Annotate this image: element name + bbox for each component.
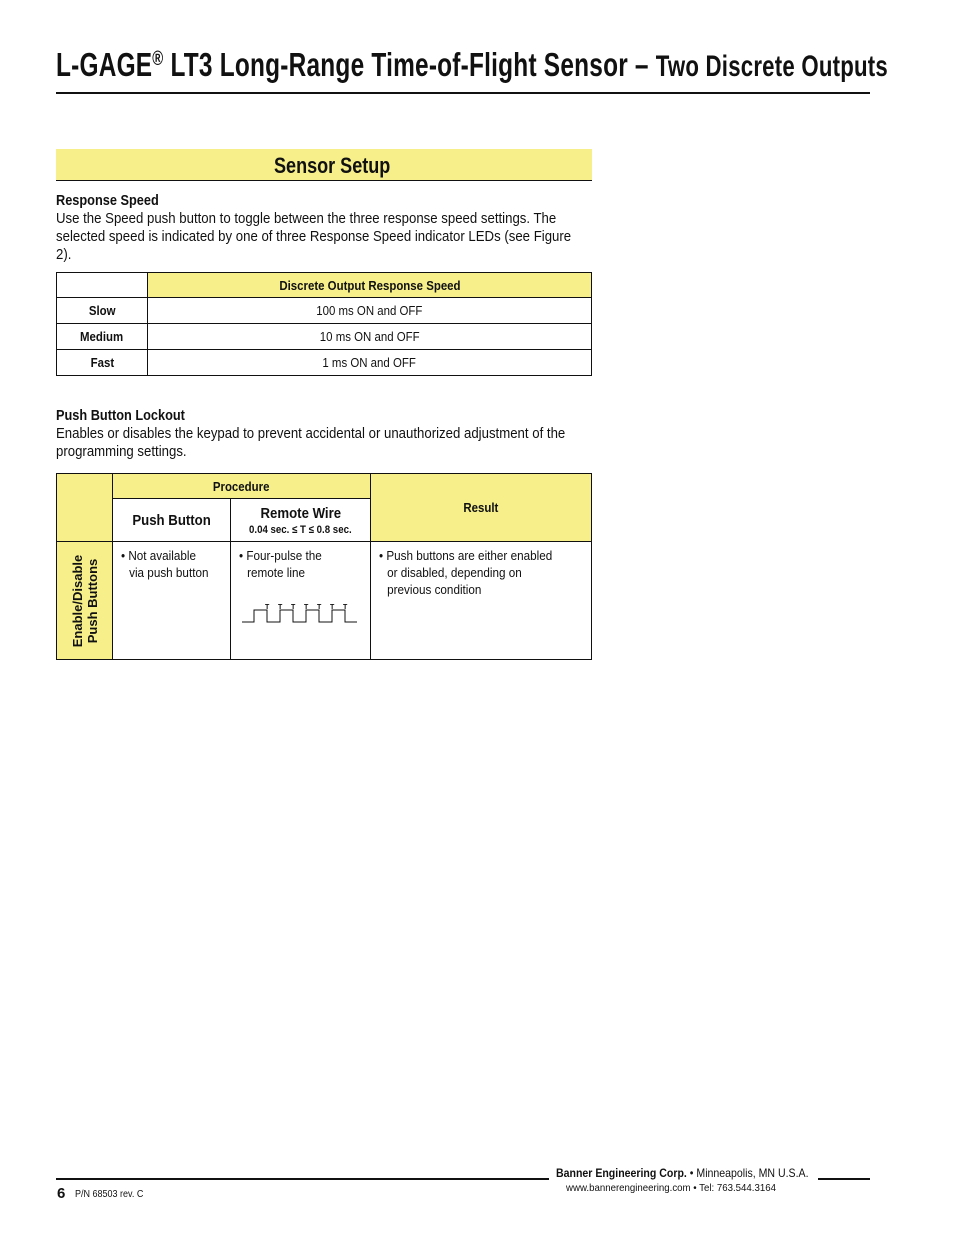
remote-wire-cell: • Four-pulse the remote line T T T T T T T	[231, 542, 370, 660]
lockout-table	[56, 473, 592, 660]
section-title: Sensor Setup	[274, 153, 391, 178]
row-value: 10 ms ON and OFF	[148, 324, 592, 350]
remote-wire-header	[231, 499, 370, 542]
response-speed-heading: Response Speed	[56, 192, 159, 209]
response-speed-table	[56, 272, 592, 376]
table-corner-cell	[57, 273, 148, 298]
remote-wire-timing: 0.04 sec. ≤ T ≤ 0.8 sec.	[249, 523, 352, 536]
row-label: Medium	[57, 324, 148, 350]
title-divider	[56, 92, 870, 94]
table-row	[57, 350, 592, 376]
svg-text:T: T	[304, 604, 309, 611]
push-button-cell: • Not available via push button	[113, 542, 231, 660]
svg-text:T: T	[278, 604, 283, 611]
svg-text:T: T	[330, 604, 335, 611]
pulse-diagram	[242, 602, 362, 632]
table-row	[57, 298, 592, 324]
row-label: Slow	[57, 298, 148, 324]
part-number: P/N 68503 rev. C	[75, 1189, 144, 1200]
section-header-bar	[56, 149, 592, 181]
row-value: 1 ms ON and OFF	[148, 350, 592, 376]
table-row	[57, 542, 592, 660]
row-label: Fast	[57, 350, 148, 376]
footer-company: Banner Engineering Corp. • Minneapolis, MN U.S.A.	[556, 1166, 809, 1180]
row-value: 100 ms ON and OFF	[148, 298, 592, 324]
procedure-header: Procedure	[113, 474, 370, 499]
result-cell: • Push buttons are either enabled or disabled, depending on previous condition	[370, 542, 591, 660]
footer-divider	[818, 1178, 870, 1180]
lockout-text: Enables or disables the keypad to prevent accidental or unauthorized adjustment of the programming settings.	[56, 425, 566, 460]
table-header: Discrete Output Response Speed	[148, 273, 592, 298]
response-speed-text: Use the Speed push button to toggle between the three response speed settings. The selected speed is indicated by one of three Response Speed indicator LEDs (see Figure 2).	[56, 210, 572, 263]
result-header: Result	[370, 474, 591, 542]
table-corner-cell	[57, 474, 113, 542]
page-number: 6	[57, 1185, 66, 1202]
svg-text:T: T	[317, 604, 322, 611]
table-row	[57, 324, 592, 350]
footer-divider	[56, 1178, 549, 1180]
row-label-cell	[57, 542, 113, 660]
svg-text:T: T	[291, 604, 296, 611]
table-header-row	[57, 273, 592, 298]
footer-contact: www.bannerengineering.com • Tel: 763.544.3164	[566, 1182, 776, 1194]
lockout-heading: Push Button Lockout	[56, 407, 185, 424]
svg-text:T: T	[343, 604, 348, 611]
row-label: Enable/Disable Push Buttons	[69, 554, 100, 647]
svg-text:T: T	[265, 604, 270, 611]
remote-wire-label: Remote Wire	[260, 504, 341, 522]
page-title: L-GAGE® LT3 Long-Range Time-of-Flight Sensor – Two Discrete Outputs	[56, 46, 888, 83]
push-button-header: Push Button	[113, 499, 231, 542]
